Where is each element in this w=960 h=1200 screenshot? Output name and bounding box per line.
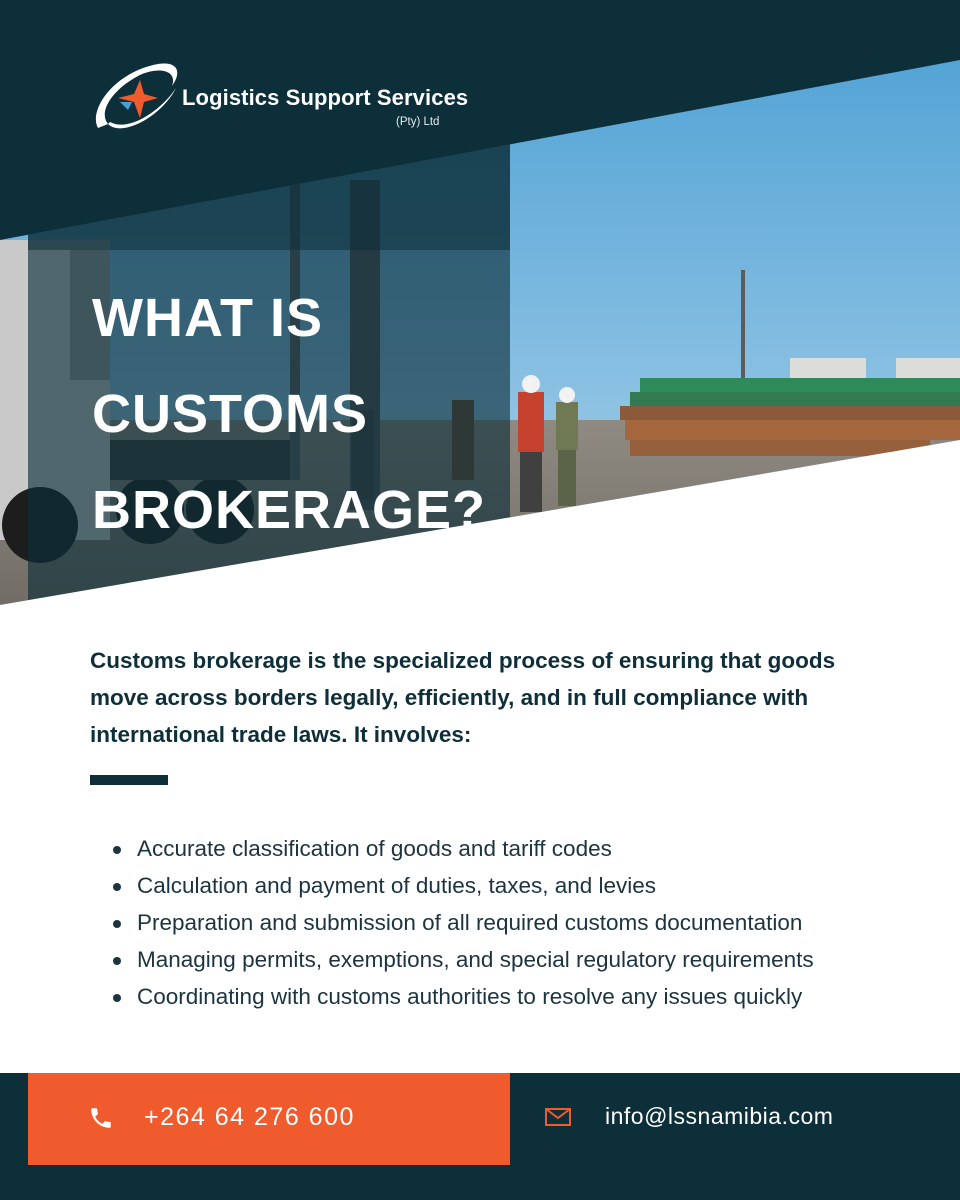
hero-title-line: BROKERAGE? [92,480,487,540]
list-item: Preparation and submission of all required customs documentation [110,904,814,941]
contact-footer [0,1073,960,1200]
company-suffix: (Pty) Ltd [396,116,440,128]
company-name: Logistics Support Services [182,85,469,110]
hero-title [92,270,492,558]
list-item: Accurate classification of goods and tariff codes [110,830,814,867]
hero-title-line: WHAT IS [92,288,323,348]
list-item: Managing permits, exemptions, and special regulatory requirements [110,941,814,978]
section-divider [90,775,168,785]
phone-icon [88,1105,114,1131]
services-list [110,830,814,1015]
envelope-icon [545,1108,571,1126]
company-logo [88,58,468,148]
email-address[interactable]: info@lssnamibia.com [605,1103,834,1129]
intro-paragraph: Customs brokerage is the specialized process of ensuring that goods move across borders legally, efficiently, and in full compliance with international trade laws. It involves: [90,648,836,747]
swoosh-plane-logo-icon [88,58,184,142]
phone-number[interactable]: +264 64 276 600 [144,1103,355,1131]
list-item: Calculation and payment of duties, taxes, and levies [110,867,814,904]
list-item: Coordinating with customs authorities to resolve any issues quickly [110,978,814,1015]
hero-title-line: CUSTOMS [92,384,369,444]
